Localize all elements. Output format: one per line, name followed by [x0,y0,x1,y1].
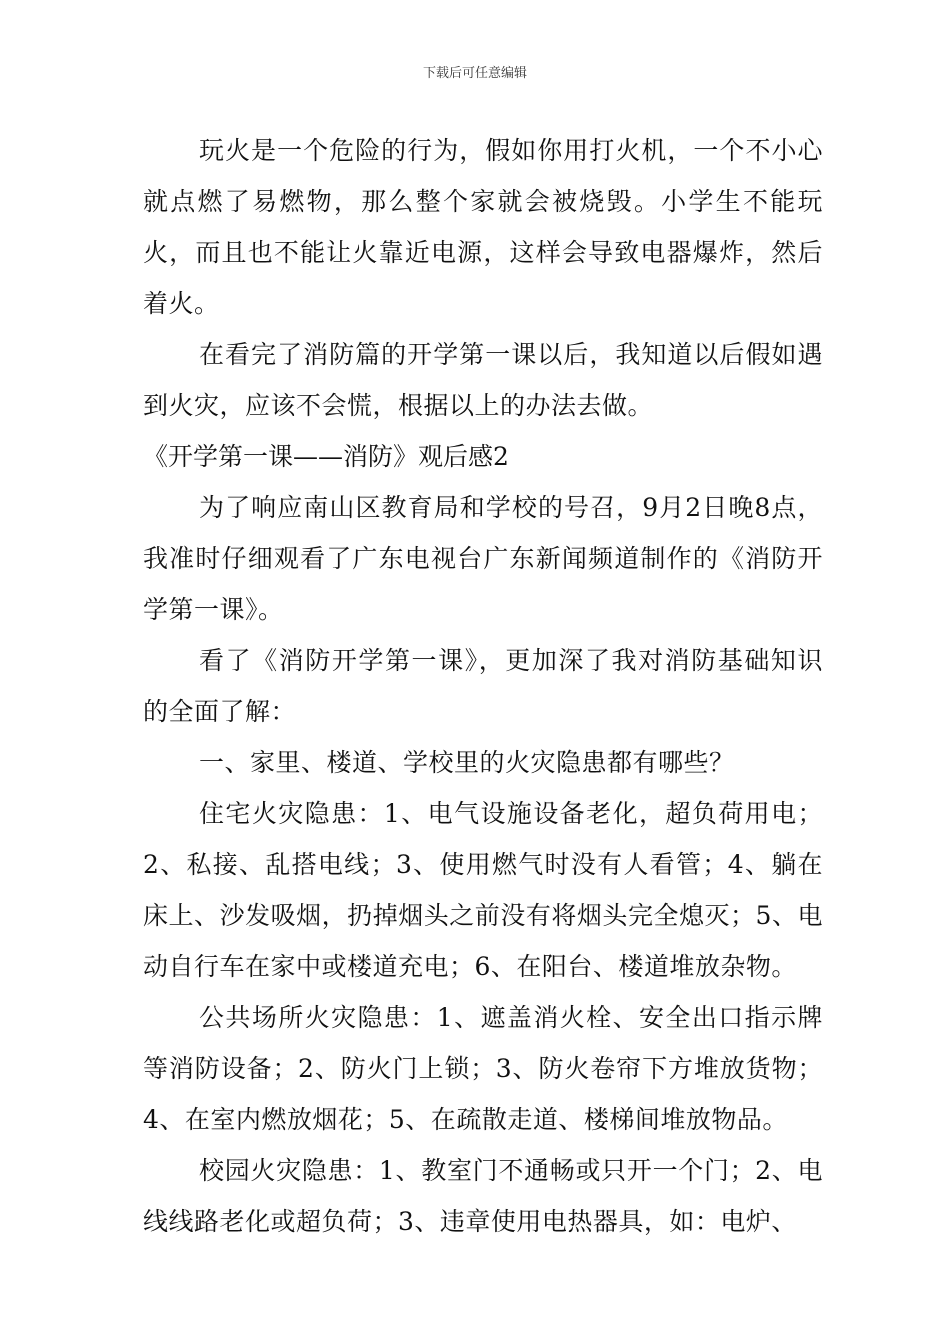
paragraph: 住宅火灾隐患：1、电气设施设备老化，超负荷用电；2、私接、乱搭电线；3、使用燃气时没有人看管；4、躺在床上、沙发吸烟，扔掉烟头之前没有将烟头完全熄灭；5、电动自行车在家中或楼道充电；6、在阳台、楼道堆放杂物。 [143,799,823,981]
paragraph: 看了《消防开学第一课》，更加深了我对消防基础知识的全面了解： [143,646,823,726]
paragraph: 公共场所火灾隐患：1、遮盖消火栓、安全出口指示牌等消防设备；2、防火门上锁；3、防火卷帘下方堆放货物；4、在室内燃放烟花；5、在疏散走道、楼梯间堆放物品。 [143,1003,823,1134]
section-title: 《开学第一课——消防》观后感2 [143,442,509,471]
document-body [143,125,823,1247]
page-header: 下载后可任意编辑 [422,66,527,81]
paragraph: 为了响应南山区教育局和学校的号召，9月2日晚8点，我准时仔细观看了广东电视台广东新闻频道制作的《消防开学第一课》。 [143,493,823,624]
paragraph: 在看完了消防篇的开学第一课以后，我知道以后假如遇到火灾，应该不会慌，根据以上的办法去做。 [143,340,823,420]
paragraph: 玩火是一个危险的行为，假如你用打火机，一个不小心就点燃了易燃物，那么整个家就会被烧毁。小学生不能玩火，而且也不能让火靠近电源，这样会导致电器爆炸，然后着火。 [143,136,823,318]
subheading: 一、家里、楼道、学校里的火灾隐患都有哪些？ [199,748,735,777]
paragraph: 校园火灾隐患：1、教室门不通畅或只开一个门；2、电线线路老化或超负荷；3、违章使用电热器具，如：电炉、 [143,1156,823,1236]
